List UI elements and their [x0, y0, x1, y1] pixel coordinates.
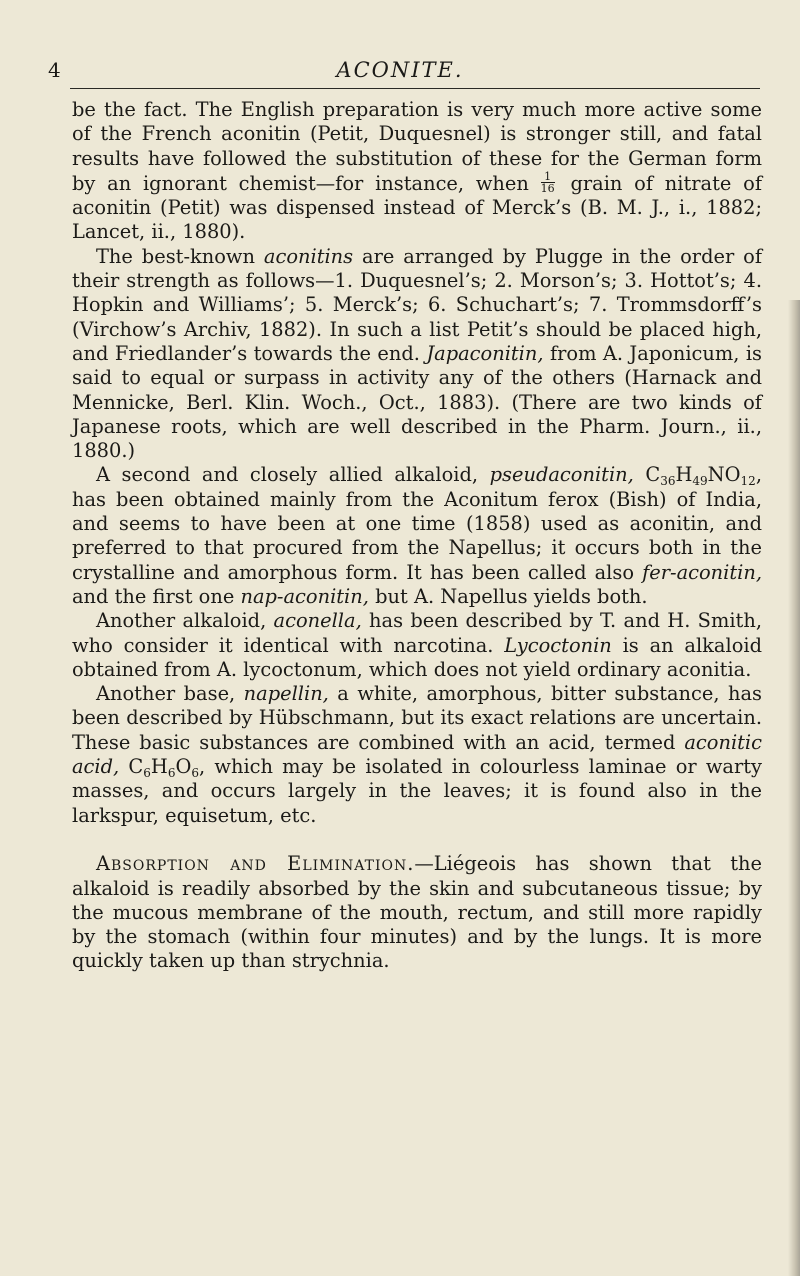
formula-element: H: [675, 463, 693, 487]
header-rule: [70, 88, 760, 89]
text-run: be the fact. The English preparation is very much more active some of the French aconitin (Petit, Duquesnel) is stronger still, and fatal results have followed the substitution of these for the German form by an ignorant chemist—for instance, when: [72, 98, 762, 195]
chemical-formula: [645, 463, 756, 489]
chemical-formula: [128, 755, 199, 781]
formula-subscript: 36: [660, 474, 676, 489]
page-edge-shadow: [788, 300, 800, 1276]
paragraph-5: [72, 682, 762, 828]
fraction-numerator: 1: [541, 171, 555, 183]
italic-term: aconitins: [263, 244, 354, 268]
text-run: has been described by T. and H. Smith, who consider it identical with narcotina.: [72, 609, 762, 657]
italic-term: fer-aconitin,: [642, 560, 762, 584]
formula-subscript: 6: [191, 766, 199, 781]
fraction-denominator: 16: [540, 181, 555, 195]
italic-term: aconitic acid,: [72, 730, 762, 779]
text-run: Another base,: [96, 682, 244, 706]
running-title: ACONITE.: [336, 58, 464, 82]
formula-subscript: 6: [143, 766, 151, 781]
text-run: from A. Japonicum, is said to equal or surpass in activity any of the others (Harnack and Mennicke, Berl. Klin. Woch., Oct., 1883). (There are two kinds of Japanese roots, which are well described in the Pharm. Journ., ii., 1880.): [72, 341, 762, 463]
text-run: grain of nitrate of aconitin (Petit) was dispensed instead of Merck’s (B. M. J., i., 1882; Lancet, ii., 1880).: [72, 171, 762, 244]
fraction: [541, 171, 555, 194]
text-run: and the first one: [72, 584, 241, 608]
formula-subscript: 49: [692, 474, 708, 489]
body-text: [72, 98, 762, 974]
italic-term: napellin,: [243, 682, 329, 706]
formula-subscript: 6: [167, 766, 176, 781]
text-run: , which may be isolated in colourless laminae or warty masses, and occurs largely in the leaves; it is found also in the larkspur, equisetum, etc.: [72, 755, 763, 827]
formula-element: C: [645, 463, 661, 487]
formula-element: H: [150, 755, 168, 779]
italic-term: nap-aconitin,: [240, 584, 369, 608]
text-run: is an alkaloid obtained from A. lycoctonum, which does not yield ordinary aconitia.: [72, 633, 762, 681]
italic-term: pseudaconitin,: [489, 463, 634, 487]
section-heading: Absorption and Elimination.: [96, 852, 415, 876]
italic-term: aconella,: [273, 609, 362, 633]
formula-element: O: [175, 755, 192, 779]
text-run: are arranged by Plugge in the order of their strength as follows—1. Duquesnel’s; 2. Morson’s; 3. Hottot’s; 4. Hopkin and Williams’; 5. Merck’s; 6. Schuchart’s; 7. Trommsdorff’s (Virchow’s Archiv, 1882). In such a list Petit’s should be placed high, and Friedlander’s towards the end.: [72, 244, 762, 365]
page-number: 4: [48, 58, 61, 82]
formula-subscript: 12: [740, 474, 756, 489]
text-run: a white, amorphous, bitter substance, has been described by Hübschmann, but its exact relations are uncertain. These basic substances are combined with an acid, termed: [72, 682, 762, 754]
paragraph-1: [72, 98, 762, 245]
formula-element: NO: [707, 463, 741, 487]
text-run: The best-known: [96, 244, 264, 268]
text-run: , has been obtained mainly from the Aconitum ferox (Bish) of India, and seems to have been at one time (1858) used as aconitin, and preferred to that procured from the Napellus; it occurs both in the crystalline and amorphous form. It has been called also: [72, 463, 762, 584]
italic-term: Japaconitin,: [426, 341, 544, 365]
paragraph-2: [72, 245, 762, 464]
paragraph-6: [72, 852, 762, 973]
paragraph-4: [72, 609, 762, 682]
paragraph-3: [72, 463, 762, 609]
text-run: Another alkaloid,: [96, 609, 274, 633]
formula-element: C: [128, 755, 144, 779]
text-run: but A. Napellus yields both.: [368, 584, 648, 608]
italic-term: Lycoctonin: [504, 633, 612, 657]
text-run: —Liégeois has shown that the alkaloid is readily absorbed by the skin and subcutaneous tissue; by the mucous membrane of the mouth, rectum, and still more rapidly by the stomach (within four minutes) and by the lungs. It is more quickly taken up than strychnia.: [72, 852, 763, 973]
text-run: A second and closely allied alkaloid,: [96, 463, 490, 487]
